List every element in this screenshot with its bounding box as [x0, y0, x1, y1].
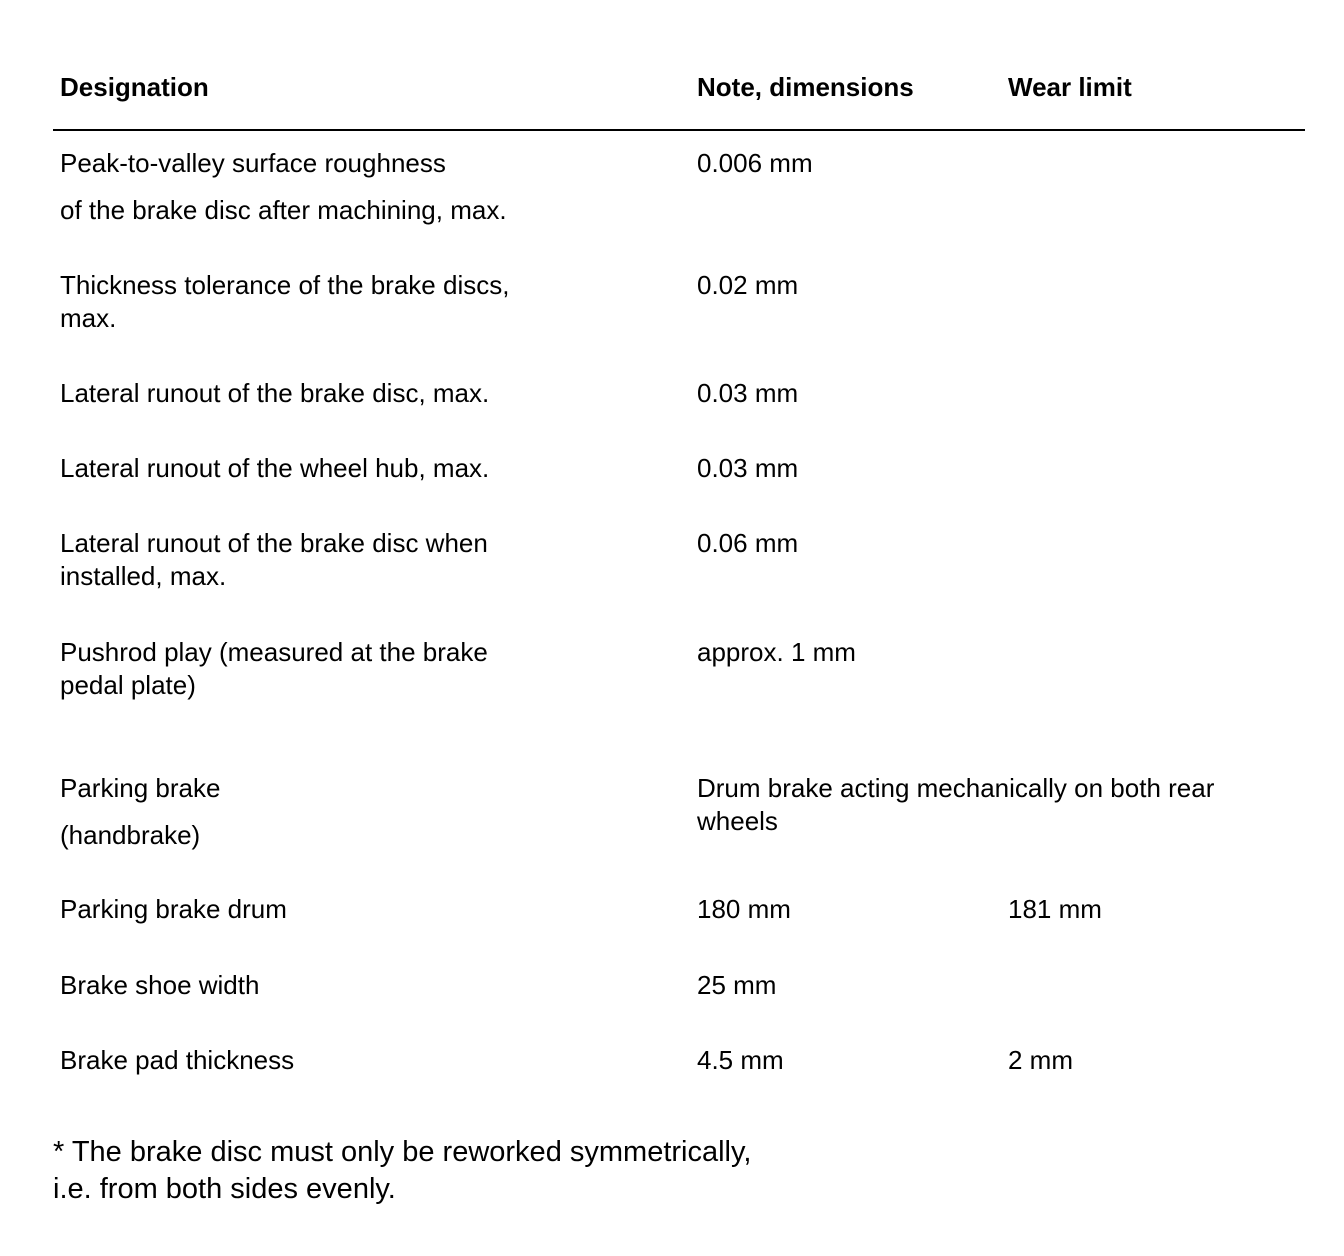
wear-limit-line: 181 mm [1008, 894, 1102, 924]
note-line: 0.02 mm [697, 270, 799, 300]
note-line: 0.03 mm [697, 378, 799, 408]
designation-line: Lateral runout of the wheel hub, max. [60, 453, 490, 483]
designation-cell [60, 269, 660, 335]
designation-line: installed, max. [60, 561, 227, 591]
note-line: 25 mm [697, 970, 777, 1000]
designation-line: Brake shoe width [60, 970, 260, 1000]
designation-line: Pushrod play (measured at the brake [60, 637, 488, 667]
designation-cell [60, 969, 660, 1002]
designation-line: Brake pad thickness [60, 1045, 295, 1075]
header-wear-limit: Wear limit [1008, 72, 1132, 102]
note-line: Drum brake acting mechanically on both rear [697, 773, 1215, 803]
note-line: 0.06 mm [697, 528, 799, 558]
header-divider [53, 129, 1305, 131]
designation-line: (handbrake) [60, 820, 201, 850]
designation-line: max. [60, 303, 117, 333]
designation-line: Lateral runout of the brake disc, max. [60, 378, 490, 408]
header-note-dimensions: Note, dimensions [697, 72, 914, 102]
designation-line: Lateral runout of the brake disc when [60, 528, 488, 558]
designation-line: Peak-to-valley surface roughness [60, 148, 446, 178]
designation-line: Parking brake drum [60, 894, 287, 924]
note-line: 0.03 mm [697, 453, 799, 483]
note-line: 180 mm [697, 894, 791, 924]
designation-cell [60, 452, 660, 485]
note-cell [697, 269, 1297, 302]
designation-cell [60, 147, 660, 227]
note-cell [697, 969, 1297, 1002]
footnote [53, 1134, 751, 1208]
footnote-line: i.e. from both sides evenly. [53, 1173, 396, 1205]
note-cell [697, 377, 1297, 410]
designation-cell [60, 893, 660, 926]
designation-cell [60, 1044, 660, 1077]
note-line: approx. 1 mm [697, 637, 856, 667]
note-line: 4.5 mm [697, 1045, 784, 1075]
designation-line: Parking brake [60, 773, 221, 803]
note-line: 0.006 mm [697, 148, 813, 178]
header-designation: Designation [60, 72, 209, 102]
designation-line: of the brake disc after machining, max. [60, 195, 507, 225]
footnote-line: * The brake disc must only be reworked symmetrically, [53, 1136, 752, 1168]
designation-cell [60, 772, 660, 852]
wear-limit-cell [1008, 1044, 1308, 1077]
note-cell [697, 452, 1297, 485]
designation-cell [60, 636, 660, 702]
designation-line: Thickness tolerance of the brake discs, [60, 270, 510, 300]
note-cell [697, 636, 1297, 669]
note-cell [697, 147, 1297, 180]
note-cell [697, 772, 1297, 838]
designation-line: pedal plate) [60, 670, 196, 700]
designation-cell [60, 527, 660, 593]
wear-limit-cell [1008, 893, 1308, 926]
note-line: wheels [697, 806, 778, 836]
note-cell [697, 527, 1297, 560]
wear-limit-line: 2 mm [1008, 1045, 1073, 1075]
designation-cell [60, 377, 660, 410]
